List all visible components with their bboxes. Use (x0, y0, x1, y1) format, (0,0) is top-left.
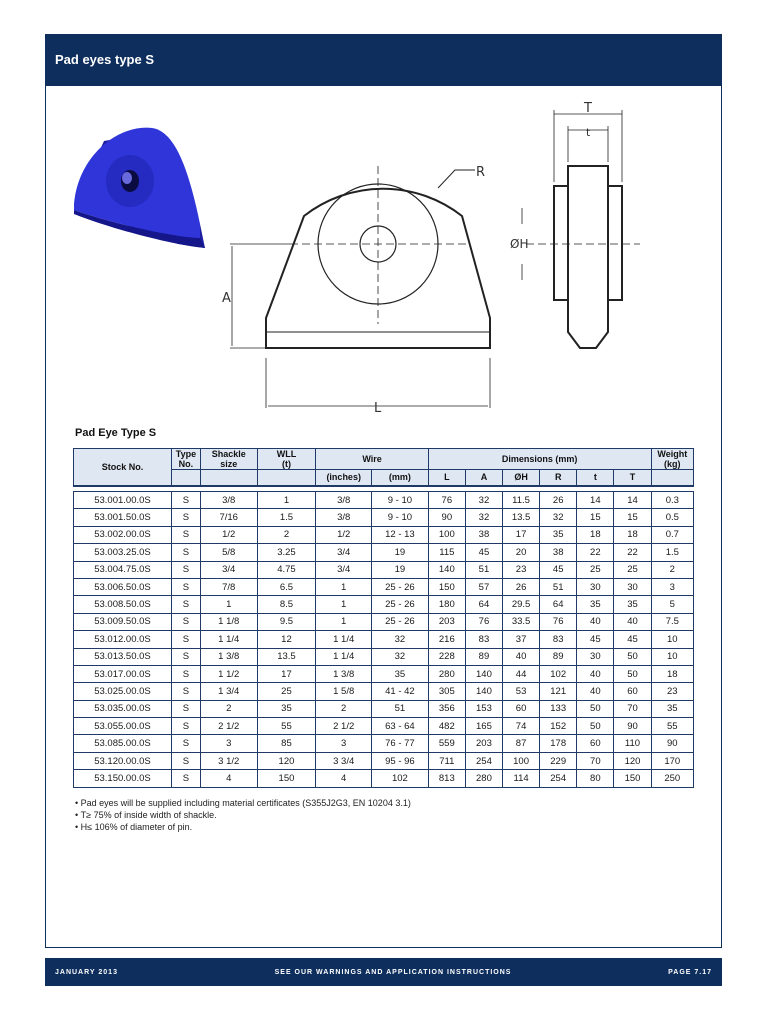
table-cell: 53.150.00.0S (74, 770, 172, 787)
table-cell: 76 (465, 613, 502, 630)
table-cell: 83 (465, 631, 502, 648)
table-cell: 32 (465, 509, 502, 526)
table-row (74, 648, 694, 665)
table-cell: 32 (540, 509, 577, 526)
table-cell: 20 (503, 544, 540, 561)
table-cell: 53.085.00.0S (74, 735, 172, 752)
table-cell: 9.5 (257, 613, 316, 630)
table-cell: 1 (257, 492, 316, 509)
footer-page: PAGE 7.17 (668, 968, 712, 976)
table-cell: 50 (614, 665, 651, 682)
table-cell: 26 (503, 578, 540, 595)
table-cell: S (171, 648, 200, 665)
table-cell: 38 (540, 544, 577, 561)
table-cell: 60 (614, 683, 651, 700)
table-cell: 18 (614, 526, 651, 543)
col-t-outer: T (614, 470, 651, 486)
table-cell: 1.5 (651, 544, 693, 561)
table-cell: 133 (540, 700, 577, 717)
table-cell: 53.006.50.0S (74, 578, 172, 595)
table-cell: 3/8 (200, 492, 257, 509)
table-cell: 100 (503, 752, 540, 769)
table-cell: 38 (465, 526, 502, 543)
table-cell: 89 (465, 648, 502, 665)
table-cell: 57 (465, 578, 502, 595)
table-cell: 83 (540, 631, 577, 648)
table-cell: 3/8 (316, 492, 372, 509)
table-cell: 89 (540, 648, 577, 665)
table-cell: 51 (372, 700, 429, 717)
table-cell: 53.017.00.0S (74, 665, 172, 682)
table-cell: 165 (465, 718, 502, 735)
col-t-inner: t (577, 470, 614, 486)
table-cell: 3 (651, 578, 693, 595)
table-cell: 5 (651, 596, 693, 613)
col-weight: Weight (kg) (651, 449, 693, 470)
table-row (74, 526, 694, 543)
table-cell: 14 (614, 492, 651, 509)
table-cell: 150 (614, 770, 651, 787)
table-cell: S (171, 561, 200, 578)
table-cell: 12 - 13 (372, 526, 429, 543)
table-row (74, 665, 694, 682)
table-cell: 2 (257, 526, 316, 543)
table-cell: 74 (503, 718, 540, 735)
table-cell: 3.25 (257, 544, 316, 561)
table-cell: 150 (257, 770, 316, 787)
table-cell: 7.5 (651, 613, 693, 630)
page-title: Pad eyes type S (45, 34, 722, 86)
table-cell: 254 (465, 752, 502, 769)
label-t-inner: t (586, 126, 591, 139)
table-cell: 53 (503, 683, 540, 700)
technical-drawings (60, 96, 710, 416)
table-cell: 114 (503, 770, 540, 787)
table-cell: 12 (257, 631, 316, 648)
table-cell: 229 (540, 752, 577, 769)
table-cell: 140 (465, 665, 502, 682)
table-cell: 10 (651, 648, 693, 665)
table-cell: 35 (372, 665, 429, 682)
col-stock-no: Stock No. (74, 449, 172, 486)
table-cell: 32 (465, 492, 502, 509)
table-cell: 13.5 (503, 509, 540, 526)
table-cell: 53.055.00.0S (74, 718, 172, 735)
table-cell: 3/4 (200, 561, 257, 578)
table-cell: 140 (428, 561, 465, 578)
table-row (74, 735, 694, 752)
table-cell: 85 (257, 735, 316, 752)
table-cell: 53.025.00.0S (74, 683, 172, 700)
table-cell: 121 (540, 683, 577, 700)
table-cell: 1 5/8 (316, 683, 372, 700)
table-row (74, 578, 694, 595)
table-cell: 1 (316, 578, 372, 595)
table-cell: 53.004.75.0S (74, 561, 172, 578)
table-cell: 35 (651, 700, 693, 717)
col-h: ØH (503, 470, 540, 486)
table-cell: 50 (577, 700, 614, 717)
table-cell: 170 (651, 752, 693, 769)
table-cell: 41 - 42 (372, 683, 429, 700)
table-cell: 50 (614, 648, 651, 665)
col-dimensions: Dimensions (mm) (428, 449, 651, 470)
table-cell: 25 - 26 (372, 578, 429, 595)
table-cell: 17 (257, 665, 316, 682)
table-cell: 4 (200, 770, 257, 787)
table-cell: 45 (614, 631, 651, 648)
table-cell: 1 3/8 (316, 665, 372, 682)
table-cell: 64 (540, 596, 577, 613)
table-cell: 559 (428, 735, 465, 752)
col-l: L (428, 470, 465, 486)
table-row (74, 561, 694, 578)
label-t-outer: T (584, 101, 592, 116)
table-cell: 64 (465, 596, 502, 613)
table-row (74, 492, 694, 509)
col-wire-mm: (mm) (372, 470, 429, 486)
table-cell: 3/4 (316, 544, 372, 561)
table-cell: 280 (428, 665, 465, 682)
table-cell: 10 (651, 631, 693, 648)
table-cell: 18 (577, 526, 614, 543)
table-cell: 44 (503, 665, 540, 682)
table-cell: 53.035.00.0S (74, 700, 172, 717)
table-cell: 1 3/4 (200, 683, 257, 700)
table-cell: 4 (316, 770, 372, 787)
table-cell: 1 1/4 (316, 648, 372, 665)
table-cell: S (171, 578, 200, 595)
table-cell: 152 (540, 718, 577, 735)
table-cell: 87 (503, 735, 540, 752)
table-cell: 60 (503, 700, 540, 717)
table-cell: 35 (540, 526, 577, 543)
table-cell: 1/2 (200, 526, 257, 543)
front-view-drawing (230, 166, 490, 408)
table-row (74, 544, 694, 561)
table-cell: S (171, 700, 200, 717)
table-cell: 55 (257, 718, 316, 735)
table-cell: 203 (465, 735, 502, 752)
table-cell: 53.003.25.0S (74, 544, 172, 561)
pad-eye-3d-image (74, 128, 205, 248)
table-cell: 40 (614, 613, 651, 630)
table-cell: 45 (540, 561, 577, 578)
table-cell: 3 (316, 735, 372, 752)
table-cell: S (171, 544, 200, 561)
table-cell: 711 (428, 752, 465, 769)
page-footer (45, 958, 722, 986)
table-cell: 63 - 64 (372, 718, 429, 735)
table-cell: 1/2 (316, 526, 372, 543)
table-cell: 51 (540, 578, 577, 595)
table-cell: 55 (651, 718, 693, 735)
table-cell: 250 (651, 770, 693, 787)
table-cell: 29.5 (503, 596, 540, 613)
table-cell: 1 1/8 (200, 613, 257, 630)
table-cell: 1 1/4 (316, 631, 372, 648)
table-cell: 19 (372, 561, 429, 578)
label-r: R (476, 165, 486, 180)
table-cell: 53.012.00.0S (74, 631, 172, 648)
table-cell: 25 (614, 561, 651, 578)
table-cell: 90 (651, 735, 693, 752)
table-cell: 35 (257, 700, 316, 717)
table-cell: 7/16 (200, 509, 257, 526)
table-cell: 11.5 (503, 492, 540, 509)
table-cell: S (171, 492, 200, 509)
table-cell: 23 (651, 683, 693, 700)
table-cell: 40 (577, 683, 614, 700)
note-item: • H≤ 106% of diameter of pin. (75, 821, 411, 833)
table-cell: 50 (577, 718, 614, 735)
table-cell: 254 (540, 770, 577, 787)
note-item: • Pad eyes will be supplied including material certificates (S355J2G3, EN 10204 3.1) (75, 797, 411, 809)
table-cell: 305 (428, 683, 465, 700)
table-row (74, 631, 694, 648)
table-cell: 1 1/2 (200, 665, 257, 682)
side-view-drawing (522, 110, 640, 348)
table-cell: 35 (577, 596, 614, 613)
table-cell: 4.75 (257, 561, 316, 578)
table-cell: 1 (316, 596, 372, 613)
table-row (74, 718, 694, 735)
table-cell: 22 (614, 544, 651, 561)
table-cell: 53.002.00.0S (74, 526, 172, 543)
table-cell: S (171, 596, 200, 613)
table-row (74, 596, 694, 613)
table-cell: 482 (428, 718, 465, 735)
table-cell: 8.5 (257, 596, 316, 613)
table-cell: 120 (257, 752, 316, 769)
table-cell: 280 (465, 770, 502, 787)
table-cell: S (171, 752, 200, 769)
table-cell: 26 (540, 492, 577, 509)
table-cell: 23 (503, 561, 540, 578)
table-cell: 25 - 26 (372, 613, 429, 630)
table-cell: 15 (577, 509, 614, 526)
table-cell: 53.013.50.0S (74, 648, 172, 665)
col-shackle: Shackle size (200, 449, 257, 470)
table-cell: 813 (428, 770, 465, 787)
table-cell: 150 (428, 578, 465, 595)
table-cell: 9 - 10 (372, 492, 429, 509)
notes-list (75, 797, 411, 833)
label-a: A (222, 291, 231, 306)
table-cell: S (171, 718, 200, 735)
footer-warning: SEE OUR WARNINGS AND APPLICATION INSTRUCTIONS (274, 968, 512, 976)
table-cell: 40 (503, 648, 540, 665)
table-cell: 33.5 (503, 613, 540, 630)
table-cell: 110 (614, 735, 651, 752)
table-cell: 53.009.50.0S (74, 613, 172, 630)
table-cell: 18 (651, 665, 693, 682)
table-cell: 115 (428, 544, 465, 561)
table-cell: S (171, 770, 200, 787)
table-cell: 178 (540, 735, 577, 752)
table-cell: 53.120.00.0S (74, 752, 172, 769)
table-cell: 9 - 10 (372, 509, 429, 526)
pad-eye-spec-table (73, 448, 694, 788)
table-title: Pad Eye Type S (75, 427, 157, 439)
table-cell: 40 (577, 665, 614, 682)
table-cell: 76 (540, 613, 577, 630)
table-cell: 1 (200, 596, 257, 613)
table-cell: 60 (577, 735, 614, 752)
table-cell: 53.001.50.0S (74, 509, 172, 526)
table-cell: 2 (651, 561, 693, 578)
table-cell: 37 (503, 631, 540, 648)
table-cell: 356 (428, 700, 465, 717)
col-wll: WLL (t) (257, 449, 316, 470)
table-cell: 95 - 96 (372, 752, 429, 769)
table-cell: 14 (577, 492, 614, 509)
table-cell: 13.5 (257, 648, 316, 665)
table-cell: 70 (614, 700, 651, 717)
table-cell: S (171, 683, 200, 700)
table-cell: 2 (316, 700, 372, 717)
table-cell: 102 (540, 665, 577, 682)
table-cell: 45 (465, 544, 502, 561)
table-cell: 203 (428, 613, 465, 630)
table-cell: 1 (316, 613, 372, 630)
table-cell: 32 (372, 648, 429, 665)
table-cell: 90 (614, 718, 651, 735)
table-cell: 153 (465, 700, 502, 717)
table-cell: 2 1/2 (200, 718, 257, 735)
table-cell: S (171, 613, 200, 630)
col-wire: Wire (316, 449, 428, 470)
note-item: • T≥ 75% of inside width of shackle. (75, 809, 411, 821)
table-cell: S (171, 526, 200, 543)
table-cell: 0.3 (651, 492, 693, 509)
table-cell: 70 (577, 752, 614, 769)
table-cell: 76 (428, 492, 465, 509)
table-cell: 2 1/2 (316, 718, 372, 735)
table-cell: 15 (614, 509, 651, 526)
col-type: Type No. (171, 449, 200, 470)
table-cell: 22 (577, 544, 614, 561)
table-cell: 3/4 (316, 561, 372, 578)
table-cell: 30 (577, 648, 614, 665)
table-cell: 0.5 (651, 509, 693, 526)
table-cell: 30 (614, 578, 651, 595)
table-cell: 25 (257, 683, 316, 700)
table-cell: 0.7 (651, 526, 693, 543)
table-cell: 5/8 (200, 544, 257, 561)
table-cell: 80 (577, 770, 614, 787)
table-cell: 40 (577, 613, 614, 630)
table-row (74, 613, 694, 630)
table-cell: 228 (428, 648, 465, 665)
table-cell: 2 (200, 700, 257, 717)
table-cell: 53.001.00.0S (74, 492, 172, 509)
table-cell: 3/8 (316, 509, 372, 526)
table-cell: 17 (503, 526, 540, 543)
table-cell: 1 1/4 (200, 631, 257, 648)
table-cell: S (171, 735, 200, 752)
table-cell: S (171, 509, 200, 526)
table-row (74, 700, 694, 717)
table-cell: 90 (428, 509, 465, 526)
table-cell: 35 (614, 596, 651, 613)
table-row (74, 509, 694, 526)
table-cell: 120 (614, 752, 651, 769)
table-cell: 140 (465, 683, 502, 700)
table-body (74, 486, 694, 788)
table-cell: 1 3/8 (200, 648, 257, 665)
table-cell: 102 (372, 770, 429, 787)
table-row (74, 752, 694, 769)
table-cell: 53.008.50.0S (74, 596, 172, 613)
table-row (74, 683, 694, 700)
table-cell: 45 (577, 631, 614, 648)
col-a: A (465, 470, 502, 486)
table-cell: 32 (372, 631, 429, 648)
table-cell: 7/8 (200, 578, 257, 595)
table-cell: 1.5 (257, 509, 316, 526)
col-r: R (540, 470, 577, 486)
table-cell: 3 3/4 (316, 752, 372, 769)
table-row (74, 770, 694, 787)
table-cell: 76 - 77 (372, 735, 429, 752)
label-l: L (374, 401, 382, 416)
table-cell: 6.5 (257, 578, 316, 595)
table-cell: 3 1/2 (200, 752, 257, 769)
table-cell: 3 (200, 735, 257, 752)
table-cell: 19 (372, 544, 429, 561)
footer-date: JANUARY 2013 (55, 968, 118, 976)
label-diameter: ØH (510, 237, 529, 251)
table-cell: 100 (428, 526, 465, 543)
table-cell: S (171, 631, 200, 648)
table-cell: 51 (465, 561, 502, 578)
table-cell: 216 (428, 631, 465, 648)
table-cell: S (171, 665, 200, 682)
table-cell: 25 (577, 561, 614, 578)
table-cell: 25 - 26 (372, 596, 429, 613)
table-cell: 180 (428, 596, 465, 613)
table-cell: 30 (577, 578, 614, 595)
col-wire-inches: (inches) (316, 470, 372, 486)
